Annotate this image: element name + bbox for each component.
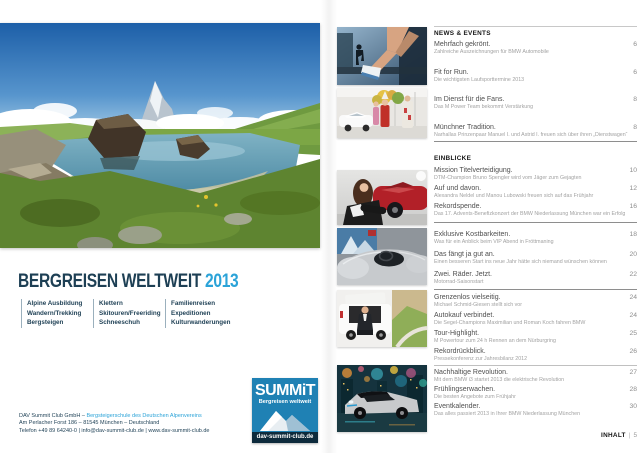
category-item: Schneeschuh xyxy=(99,319,140,326)
toc-entry-subtitle: DTM-Champion Bruno Spengler wird vom Jäger zum Gejagten xyxy=(434,175,582,181)
footer-page-number: 5 xyxy=(633,432,637,439)
category-columns xyxy=(21,299,257,328)
thumb-classic-silver-roadster-icon xyxy=(337,228,427,285)
toc-entry-title: Exklusive Kostbarkeiten. xyxy=(434,231,511,238)
toc-entry-page-number: 6 xyxy=(633,41,637,48)
toc-entry-page-number: 6 xyxy=(633,68,637,76)
toc-entry-subtitle: Narhallas Prinzenpaar Manuel I. und Astrid I. freuen sich über ihren „Dienstwagen“ xyxy=(434,131,628,138)
toc-entry xyxy=(434,69,637,84)
contact-company: DAV Summit Club GmbH – xyxy=(19,413,87,419)
toc-entry-title: Fit for Run. xyxy=(434,68,469,76)
toc-entry-page-number: 20 xyxy=(629,251,637,258)
toc-entry-page-number: 30 xyxy=(629,403,637,410)
toc-entry-subtitle: Das alles passiert 2013 in Ihrer BMW Niederlassung München xyxy=(434,411,581,417)
toc-entry xyxy=(434,251,637,266)
toc-entry xyxy=(434,271,637,286)
mountain-icon xyxy=(252,405,318,431)
toc-entry-title: Rekordrückblick. xyxy=(434,348,486,355)
toc-entry xyxy=(434,369,637,384)
toc-entry-title: Frühlingserwachen. xyxy=(434,386,496,393)
toc-entry-title: Tour-Highlight. xyxy=(434,330,480,337)
toc-entry-subtitle: Zahlreiche Auszeichnungen für BMW Automobile xyxy=(434,49,549,55)
logo-brand-text: SUMMiT xyxy=(254,382,316,399)
thumb-woman-red-car-icon xyxy=(337,170,427,225)
toc-entry-subtitle: Alexandra Neldel und Manou Lubowski freuen sich auf das Frühjahr xyxy=(434,193,594,199)
thumb-bmw-i3-night-city-icon xyxy=(337,365,427,432)
divider-line xyxy=(434,365,637,366)
toc-entry-page-number: 12 xyxy=(629,185,637,192)
toc-group-news-events xyxy=(434,41,637,151)
thumb-carnival-costumes-icon xyxy=(337,88,427,138)
divider-line xyxy=(434,289,637,290)
toc-entry-subtitle: Mit dem BMW i3 startet 2013 die elektrische Revolution xyxy=(434,377,565,383)
toc-entry-page-number: 22 xyxy=(629,271,637,278)
category-item: Kulturwanderungen xyxy=(171,319,231,326)
contact-line-2: Am Perlacher Forst 186 – 81545 München – Deutschland xyxy=(19,420,160,427)
toc-entry-title: Mission Titelverteidigung. xyxy=(434,167,513,174)
toc-entry-title: Im Dienst für die Fans. xyxy=(434,96,505,103)
category-item: Skitouren/Freeriding xyxy=(99,309,161,317)
category-item: Expeditionen xyxy=(171,309,211,317)
contact-line-3: Telefon +49 89 64240-0 | info@dav-summit-club.de | www.dav-summit-club.de xyxy=(19,427,210,434)
toc-entry-title: Das fängt ja gut an. xyxy=(434,251,495,258)
divider-line xyxy=(434,26,637,27)
logo-tagline: Bergreisen weltweit xyxy=(258,399,312,405)
toc-entry-title: Mehrfach gekrönt. xyxy=(434,41,491,48)
logo-url: dav-summit-club.de xyxy=(252,432,318,443)
category-item: Alpine Ausbildung xyxy=(27,300,83,307)
toc-group-einblicke-2 xyxy=(434,231,637,291)
category-column-1 xyxy=(21,299,93,328)
contact-block xyxy=(19,413,210,435)
toc-entry xyxy=(434,231,637,246)
toc-entry-title: Nachhaltige Revolution. xyxy=(434,369,508,376)
page-fold xyxy=(321,0,337,453)
toc-entry xyxy=(434,167,637,182)
hero-photo-alpine-lake xyxy=(0,23,320,248)
toc-entry-page-number: 26 xyxy=(629,348,637,355)
toc-entry-subtitle: Pressekonferenz zur Jahresbilanz 2012 xyxy=(434,356,528,362)
thumb-runner-legs-icon xyxy=(337,27,427,85)
toc-entry xyxy=(434,312,637,327)
category-column-3 xyxy=(165,299,257,328)
page-title xyxy=(18,271,238,293)
toc-entry xyxy=(434,330,637,345)
toc-entry-title: Münchner Tradition. xyxy=(434,123,496,131)
page-footer xyxy=(434,432,637,439)
divider-line xyxy=(434,141,637,142)
toc-entry xyxy=(434,96,637,111)
toc-entry xyxy=(434,41,637,56)
toc-group-einblicke-1 xyxy=(434,167,637,221)
section-header-einblicke: EINBLICKE xyxy=(434,155,472,162)
thumb-man-in-suv-trunk-icon xyxy=(337,290,427,347)
toc-entry xyxy=(434,124,637,139)
toc-entry xyxy=(434,203,637,218)
toc-entry-title: Grenzenlos vielseitig. xyxy=(434,294,501,301)
toc-entry-subtitle: M Powertour zum 24 h Rennen an dem Nürburgring xyxy=(434,338,556,344)
toc-entry-subtitle: Das 17. Advents-Benefizkonzert der BMW Niederlassung München war ein Erfolg xyxy=(434,211,626,217)
toc-entry-page-number: 8 xyxy=(633,96,637,103)
page-title-year: 2013 xyxy=(205,271,239,292)
toc-entry-title: Autokauf verbindet. xyxy=(434,312,495,319)
toc-group-einblicke-3 xyxy=(434,294,637,366)
toc-entry xyxy=(434,348,637,363)
toc-entry-page-number: 24 xyxy=(629,312,637,319)
toc-entry-title: Eventkalender. xyxy=(434,403,481,410)
toc-entry-subtitle: Was für ein Anblick beim VIP Abend in Fröttmaning xyxy=(434,239,554,245)
toc-entry-subtitle: Motorrad-Saisonstart xyxy=(434,279,484,285)
toc-entry-subtitle: Die besten Angebote zum Frühjahr xyxy=(434,394,516,400)
toc-entry-page-number: 8 xyxy=(633,123,637,131)
summit-club-logo xyxy=(252,378,318,443)
category-item: Bergsteigen xyxy=(27,319,64,326)
toc-entry-page-number: 16 xyxy=(629,203,637,210)
contact-line-1 xyxy=(19,413,210,420)
footer-separator: | xyxy=(628,432,631,439)
category-column-2 xyxy=(93,299,165,328)
toc-entry-subtitle: Die wichtigsten Laufsporttermine 2013 xyxy=(434,76,525,83)
toc-entry xyxy=(434,403,637,418)
toc-entry xyxy=(434,386,637,401)
toc-entry-page-number: 10 xyxy=(629,167,637,174)
toc-entry-page-number: 18 xyxy=(629,231,637,238)
toc-entry-title: Auf und davon. xyxy=(434,185,482,192)
toc-entry-subtitle: Einen besseren Start ins neue Jahr hätte sich niemand wünschen können xyxy=(434,259,607,265)
category-item: Familienreisen xyxy=(171,300,216,307)
toc-entry-subtitle: Die Segel-Champions Maximilian und Roman Koch fahren BMW xyxy=(434,320,586,326)
divider-line xyxy=(434,222,637,223)
toc-entry-page-number: 25 xyxy=(629,330,637,337)
toc-entry-subtitle: Michael Schmid-Giesen stellt sich vor xyxy=(434,302,523,308)
toc-group-einblicke-4 xyxy=(434,369,637,420)
page-title-main: BERGREISEN WELTWEIT xyxy=(18,271,202,292)
toc-entry-page-number: 28 xyxy=(629,386,637,393)
section-header-news-events: NEWS & EVENTS xyxy=(434,30,491,37)
toc-entry-page-number: 24 xyxy=(629,294,637,301)
toc-entry-title: Rekordspende. xyxy=(434,203,482,210)
contact-school: Bergsteigerschule des Deutschen Alpenvereins xyxy=(86,413,202,419)
toc-entry xyxy=(434,294,637,309)
toc-entry-subtitle: Das M Power Team bekommt Verstärkung xyxy=(434,104,534,110)
toc-entry-page-number: 27 xyxy=(629,369,637,376)
footer-label: INHALT xyxy=(601,432,626,439)
toc-entry-title: Zwei. Räder. Jetzt. xyxy=(434,271,492,278)
toc-entry xyxy=(434,185,637,200)
category-item: Klettern xyxy=(99,300,123,307)
category-item: Wandern/Trekking xyxy=(27,309,82,317)
